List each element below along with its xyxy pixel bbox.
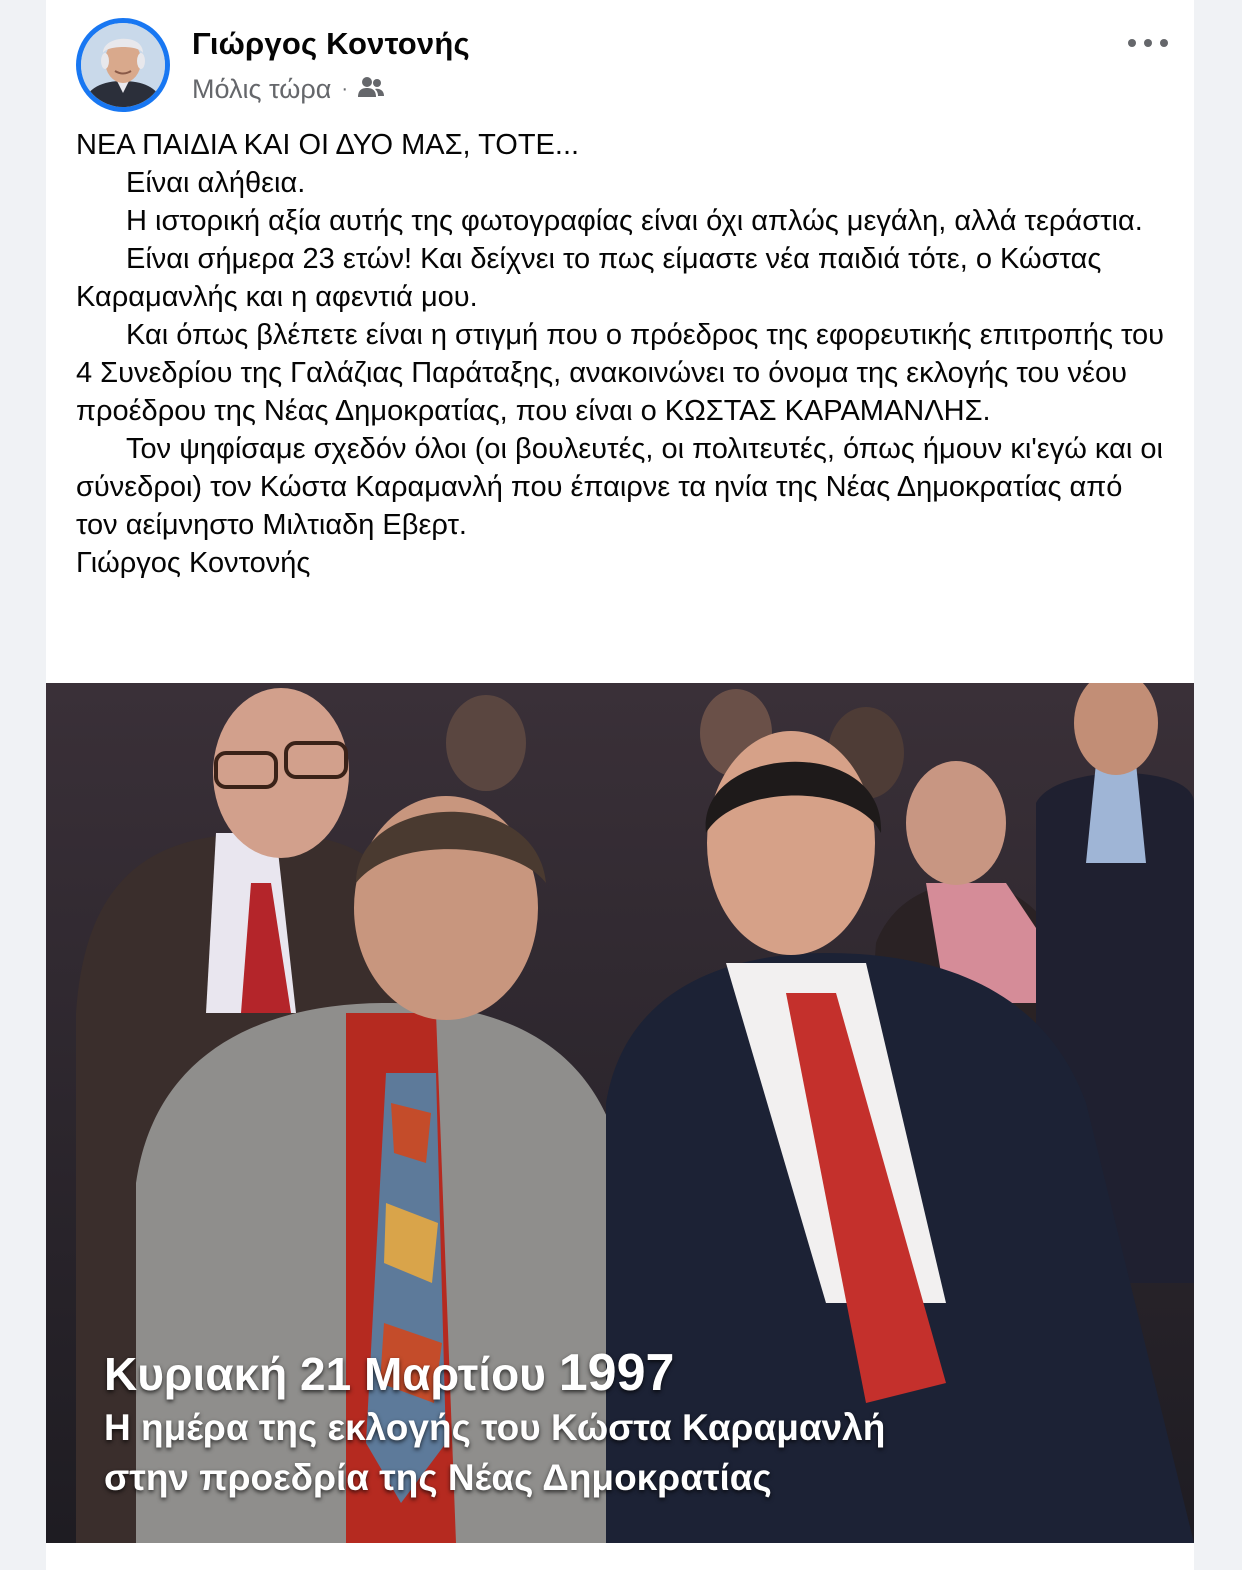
more-dot [1144,39,1152,47]
photo-caption-line3: στην προεδρία της Νέας Δημοκρατίας [104,1457,772,1498]
post-header [46,0,1194,118]
post-paragraph: Και όπως βλέπετε είναι η στιγμή που ο πρόεδρος της εφορευτικής επιτροπής του 4 Συνεδρίου της Γαλάζιας Παράταξης, ανακοινώνει το όνομα της εκλογής του νέου προέδρου της Νέας Δημοκρατίας, που είναι ο ΚΩΣΤΑΣ ΚΑΡΑΜΑΝΛΗΣ. [76,319,1165,427]
more-dot [1128,39,1136,47]
post-paragraph: Είναι αλήθεια. [126,167,306,199]
post-timestamp[interactable]: Μόλις τώρα [192,74,332,104]
more-options-icon[interactable] [1128,28,1168,58]
author-name[interactable]: Γιώργος Κοντονής [192,26,470,61]
photo-caption-date [104,1343,1164,1403]
avatar-photo [81,23,165,107]
friends-icon[interactable] [358,74,384,105]
caption-year: 1997 [558,1344,675,1402]
post-card [46,0,1194,1570]
photo-caption-line2: Η ημέρα της εκλογής του Κώστα Καραμανλή [104,1407,886,1448]
meta-separator: · [341,78,349,100]
post-signature: Γιώργος Κοντονής [76,547,311,579]
post-paragraph: Η ιστορική αξία αυτής της φωτογραφίας είναι όχι απλώς μεγάλη, αλλά τεράστια. [126,205,1143,237]
post-paragraph: ΝΕΑ ΠΑΙΔΙΑ ΚΑΙ ΟΙ ΔΥΟ ΜΑΣ, ΤΟΤΕ... [76,129,580,161]
more-dot [1160,39,1168,47]
author-avatar[interactable] [76,18,170,112]
post-paragraph: Είναι σήμερα 23 ετών! Και δείχνει το πως είμαστε νέα παιδιά τότε, ο Κώστας Καραμανλής και η αφεντιά μου. [76,243,1102,313]
post-paragraph: Τον ψηφίσαμε σχεδόν όλοι (οι βουλευτές, οι πολιτευτές, όπως ήμουν κι'εγώ και οι σύνεδροι) τον Κώστα Καραμανλή που έπαιρνε τα ηνία της Νέας Δημοκρατίας από τον αείμνηστο Μιλτιαδη Εβερτ. [76,433,1163,541]
post-meta [192,74,384,105]
post-text [76,126,1166,582]
caption-date-prefix: Κυριακή 21 Μαρτίου [104,1348,546,1400]
post-photo[interactable] [46,683,1194,1543]
